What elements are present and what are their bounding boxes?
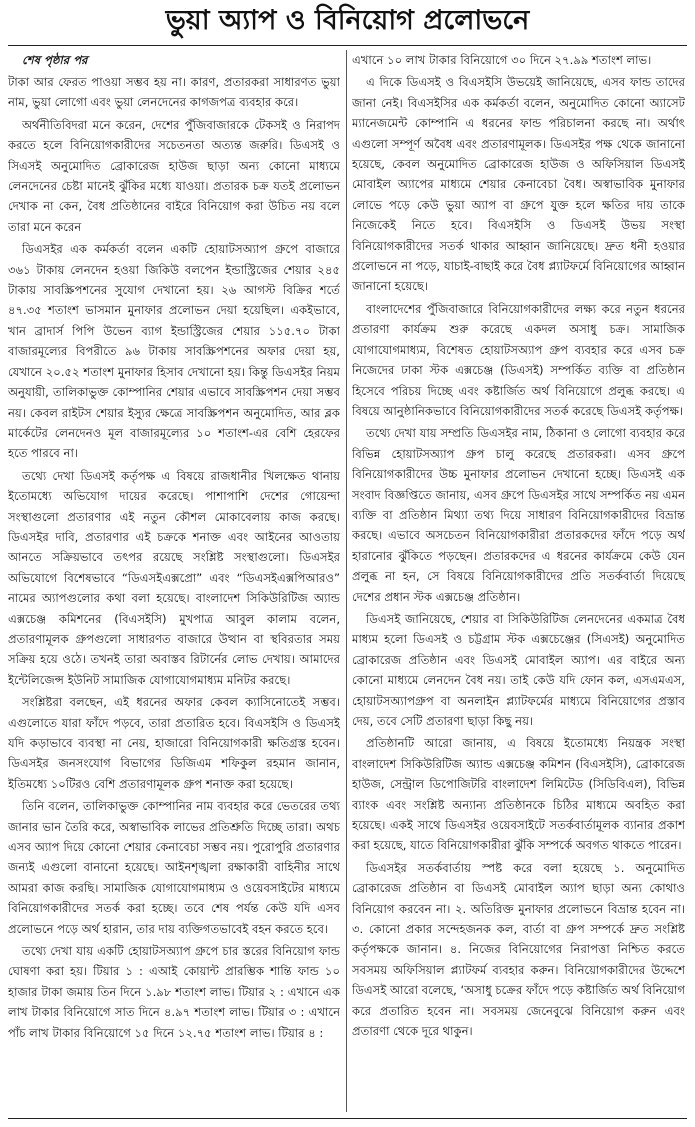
column-divider	[346, 50, 347, 1112]
kicker-continued-from: শেষ পৃষ্ঠার পর	[22, 53, 88, 67]
paragraph: সংশ্লিষ্টরা বলছেন, এই ধরনের অফার কেবল ক্যাসিনোতেই সম্ভব। এগুলোতে যারা ফাঁদে পড়বে, তারা প্রতারিত হবে। বিএসইসি ও ডিএসই যদি কড়াভাবে ব্যবস্থা না নেয়, হাজারো বিনিয়োগকারী ক্ষতিগ্রস্ত হবেন। ডিএসইর জনসংযোগ বিভাগের ডিজিএম শফিকুল রহমান জানান, ইতিমধ্যে ১০টিরও বেশি প্রতারণামূলক গ্রুপ শনাক্ত করা হয়েছে।	[8, 695, 340, 791]
bottom-rule	[8, 1118, 687, 1119]
headline-rule	[8, 45, 687, 46]
paragraph: প্রতিষ্ঠানটি আরো জানায়, এ বিষয়ে ইতোমধ্যে নিয়ন্ত্রক সংস্থা বাংলাদেশ সিকিউরিটিজ অ্যান্ড এক্সচেঞ্জ কমিশন (বিএসইসি), ব্রোকারেজ হাউজ, সেন্ট্রাল ডিপোজিটরি বাংলাদেশ লিমিটেড (সিডিবিএল), বিভিন্ন ব্যাংক এবং সংশ্লিষ্ট অন্যান্য প্রতিষ্ঠানকে চিঠির মাধ্যমে অবহিত করা হয়েছে। একই সাথে ডিএসইর ওয়েবসাইটে সতর্কবার্তামূলক ব্যানার প্রকাশ করা হয়েছে, যাতে বিনিয়োগকারীরা ঝুঁকি সম্পর্কে অবগত থাকতে পারেন।	[352, 736, 685, 853]
paragraph: তথ্যে দেখা যায় একটি হোয়াটসঅ্যাপ গ্রুপে চার স্তরের বিনিয়োগ ফান্ড ঘোষণা করা হয়। টিয়ার ১ : এআই কোয়ান্ট প্রারম্ভিক শান্তি ফান্ড ১০ হাজার টাকা জমায় তিন দিনে ১.৯৮ শতাংশ লাভ। টিয়ার ২ : এখানে এক লাখ টাকার বিনিয়োগে সাত দিনে ৪.৯৭ শতাংশ লাভ। টিয়ার ৩ : এখানে পাঁচ লাখ টাকার বিনিয়োগে ১৫ দিনে ১২.৭৫ শতাংশ লাভ। টিয়ার ৪ :	[8, 944, 340, 1040]
paragraph: অর্থনীতিবিদরা মনে করেন, দেশের পুঁজিবাজারকে টেকসই ও নিরাপদ করতে হলে বিনিয়োগকারীদের সচেতনতা অত্যন্ত জরুরি। ডিএসই ও সিএসই অনুমোদিত ব্রোকারেজ হাউজ ছাড়া অন্য কোনো মাধ্যমে লেনদেনের চেষ্টা মানেই ঝুঁকির মধ্যে যাওয়া। প্রতারক চক্র যতই প্রলোভন দেখাক না কেন, বৈধ প্রতিষ্ঠানের বাইরে বিনিয়োগ করা উচিত নয় বলে তারা মনে করেন	[8, 117, 340, 234]
right-column	[352, 50, 685, 1112]
paragraph: তিনি বলেন, তালিকাভুক্ত কোম্পানির নাম ব্যবহার করে ভেতরের তথ্য জানার ভান তৈরি করে, অস্বাভাবিক লাভের প্রতিশ্রুতি দিচ্ছে তারা। অথচ এসব অ্যাপ দিয়ে কোনো শেয়ার কেনাবেচা সম্ভব নয়। পুরোপুরি প্রতারণার জন্যই এগুলো বানানো হয়েছে। আইনশৃঙ্খলা রক্ষাকারী বাহিনীর সাথে আমরা কাজ করছি। সামাজিক যোগাযোগমাধ্যম ও ওয়েবসাইটের মাধ্যমে বিনিয়োগকারীদের সতর্ক করা হচ্ছে। তবে শেষ পর্যন্ত কেউ যদি এসব প্রলোভনে পড়ে অর্থ হারান, তার দায় ব্যক্তিগতভাবেই বহন করতে হবে।	[8, 799, 340, 936]
paragraph: ডিএসইর সতর্কবার্তায় স্পষ্ট করে বলা হয়েছে ১. অনুমোদিত ব্রোকারেজ প্রতিষ্ঠান বা ডিএসই মোবাইল অ্যাপ ছাড়া অন্য কোথাও বিনিয়োগ করবেন না। ২. অতিরিক্ত মুনাফার প্রলোভনে বিভ্রান্ত হবেন না। ৩. কোনো প্রকার সন্দেহজনক কল, বার্তা বা গ্রুপ সম্পর্কে দ্রুত সংশ্লিষ্ট কর্তৃপক্ষকে জানান। ৪. নিজের বিনিয়োগের নিরাপত্তা নিশ্চিত করতে সবসময় অফিসিয়াল প্ল্যাটফর্ম ব্যবহার করুন। বিনিয়োগকারীদের উদ্দেশে ডিএসই আরো বলেছে, ‘অসাধু চক্রের ফাঁদে পড়ে কষ্টার্জিত অর্থ বিনিয়োগ করে প্রতারিত হবেন না। সবসময় জেনেবুঝে বিনিয়োগ করুন এবং প্রতারণা থেকে দূরে থাকুন।	[352, 860, 685, 1039]
paragraph: টাকা আর ফেরত পাওয়া সম্ভব হয় না। কারণ, প্রতারকরা সাধারণত ভুয়া নাম, ভুয়া লোগো এবং ভুয়া লেনদেনের কাগজপত্র ব্যবহার করে।	[8, 75, 340, 110]
paragraph: এখানে ১০ লাখ টাকার বিনিয়োগে ৩০ দিনে ২৭.৯৯ শতাংশ লাভ।	[352, 53, 652, 67]
headline: ভুয়া অ্যাপ ও বিনিয়োগ প্রলোভনে	[165, 4, 530, 36]
paragraph: ডিএসই জানিয়েছে, শেয়ার বা সিকিউরিটিজ লেনদেনের একমাত্র বৈধ মাধ্যম হলো ডিএসই ও চট্টগ্রাম স্টক এক্সচেঞ্জের (সিএসই) অনুমোদিত ব্রোকারেজ প্রতিষ্ঠান এবং ডিএসই মোবাইল অ্যাপ। এর বাইরে অন্য কোনো মাধ্যমে লেনদেন বৈধ নয়। তাই কেউ যদি ফোন কল, এসএমএস, হোয়াটসঅ্যাপগ্রুপ বা অনলাইন প্ল্যাটফর্মের মাধ্যমে বিনিয়োগের প্রস্তাব দেয়, তবে সেটি প্রতারণা ছাড়া কিছু নয়।	[352, 611, 685, 728]
paragraph: তথ্যে দেখা যায় সম্প্রতি ডিএসইর নাম, ঠিকানা ও লোগো ব্যবহার করে বিভিন্ন হোয়াটসঅ্যাপ গ্রুপ চালু করেছে প্রতারকরা। এসব গ্রুপে বিনিয়োগকারীদের উচ্চ মুনাফার প্রলোভন দেখানো হচ্ছে। ডিএসই এক সংবাদ বিজ্ঞপ্তিতে জানায়, এসব গ্রুপে ডিএসইর সাথে সম্পর্কিত নয় এমন ব্যক্তি বা প্রতিষ্ঠান মিথ্যা তথ্য দিয়ে সাধারণ বিনিয়োগকারীদের বিভ্রান্ত করছে। এভাবে অসচেতন বিনিয়োগকারীরা প্রতারকদের ফাঁদে পড়ে অর্থ হারানোর ঝুঁকিতে পড়ছেন। প্রতারকদের এ ধরনের কার্যক্রমে কেউ যেন প্রলুব্ধ না হন, সে বিষয়ে বিনিয়োগকারীদের প্রতি সতর্কবার্তা দিয়েছে দেশের প্রধান স্টক এক্সচেঞ্জ প্রতিষ্ঠান।	[352, 426, 685, 604]
paragraph: তথ্যে দেখা ডিএসই কর্তৃপক্ষ এ বিষয়ে রাজধানীর খিলক্ষেত থানায় ইতোমধ্যে অভিযোগ দায়ের করেছে। পাশাপাশি দেশের গোয়েন্দা সংস্থাগুলো প্রতারণার এই নতুন কৌশল মোকাবেলায় কাজ করছে। ডিএসইর দাবি, প্রতারণার এই চক্রকে শনাক্ত এবং আইনের আওতায় আনতে সক্রিয়ভাবে তৎপর রয়েছে সংশ্লিষ্ট সংস্থাগুলো। ডিএসইর অভিযোগে বিশেষভাবে “ডিএসইএক্সপ্রো” এবং “ডিএসইএক্সপিআরও” নামের অ্যাপগুলোর কথা বলা হয়েছে। বাংলাদেশ সিকিউরিটিজ অ্যান্ড এক্সচেঞ্জ কমিশনের (বিএসইসি) মুখপাত্র আবুল কালাম বলেন, প্রতারণামূলক গ্রুপগুলো সাধারণত বাজারে উত্থান বা স্থবিরতার সময় সক্রিয় হয়ে ওঠে। তখনই তারা অবাস্তব রিটার্নের লোভ দেখায়। আমাদের ইন্টেলিজেন্স ইউনিট সামাজিক যোগাযোগমাধ্যম মনিটর করছে।	[8, 468, 340, 687]
paragraph: এ দিকে ডিএসই ও বিএসইসি উভয়েই জানিয়েছে, এসব ফান্ড তাদের জানা নেই। বিএসইসির এক কর্মকর্তা বলেন, অনুমোদিত কোনো অ্যাসেট ম্যানেজমেন্ট কোম্পানি এ ধরনের ফান্ড পরিচালনা করছে না। অর্থাৎ এগুলো সম্পূর্ণ অবৈধ এবং প্রতারণামূলক। ডিএসইর পক্ষ থেকে জানানো হয়েছে, কেবল অনুমোদিত ব্রোকারেজ হাউজ ও অফিসিয়াল ডিএসই মোবাইল অ্যাপের মাধ্যমে শেয়ার কেনাবেচা বৈধ। অস্বাভাবিক মুনাফার লোভে পড়ে কেউ ভুয়া অ্যাপ বা গ্রুপে যুক্ত হলে ক্ষতির দায় তাকে নিজেকেই নিতে হবে। বিএসইসি ও ডিএসই উভয় সংস্থা বিনিয়োগকারীদের সতর্ক থাকার আহ্বান জানিয়েছে। দ্রুত ধনী হওয়ার প্রলোভনে না পড়ে, যাচাই-বাছাই করে বৈধ প্ল্যাটফর্মে বিনিয়োগের আহ্বান জানানো হয়েছে।	[352, 75, 685, 294]
left-column	[8, 50, 340, 1112]
paragraph: ডিএসইর এক কর্মকর্তা বলেন একটি হোয়াটসঅ্যাপ গ্রুপে বাজারে ৩৬১ টাকায় লেনদেন হওয়া জিকিউ বলপেন ইন্ডাস্ট্রিজের শেয়ার ২৪৫ টাকায় সাবস্ক্রিপশনের সুযোগ দেখানো হয়। ২৬ আগস্ট বিক্রির শর্তে ৪৭.৩৫ শতাংশ ভাসমান মুনাফার প্রলোভন দেয়া হয়েছিল। একইভাবে, খান ব্রাদার্স পিপি উভেন ব্যাগ ইন্ডাস্ট্রিজের শেয়ার ১১৫.৭০ টাকা বাজারমূল্যের বিপরীতে ৯৬ টাকায় সাবস্ক্রিপশনের অফার দেয়া হয়, যেখানে ২০.৫২ শতাংশ মুনাফার হিসাব দেখানো হয়। কিন্তু ডিএসইর নিয়ম অনুযায়ী, তালিকাভুক্ত কোম্পানির শেয়ার এভাবে সাবস্ক্রিপশন দেয়া সম্ভব নয়। কেবল রাইটস শেয়ার ইস্যুর ক্ষেত্রে সাবস্ক্রিপশন অনুমোদিত, আর ব্লক মার্কেটের লেনদেনও মূল বাজারমূল্যের ১০ শতাংশ-এর বেশি হেরফের হতে পারবে না।	[8, 242, 340, 461]
paragraph: বাংলাদেশের পুঁজিবাজারে বিনিয়োগকারীদের লক্ষ্য করে নতুন ধরনের প্রতারণা কার্যক্রম শুরু করেছে একদল অসাধু চক্র। সামাজিক যোগাযোগমাধ্যম, বিশেষত হোয়াটসঅ্যাপ গ্রুপ ব্যবহার করে এসব চক্র নিজেদের ঢাকা স্টক এক্সচেঞ্জ (ডিএসই) সম্পর্কিত ব্যক্তি বা প্রতিষ্ঠান হিসেবে পরিচয় দিচ্ছে এবং কষ্টার্জিত অর্থ বিনিয়োগে প্রলুব্ধ করছে। এ বিষয়ে আনুষ্ঠানিকভাবে বিনিয়োগকারীদের সতর্ক করেছে ডিএসই কর্তৃপক্ষ।	[352, 301, 685, 418]
